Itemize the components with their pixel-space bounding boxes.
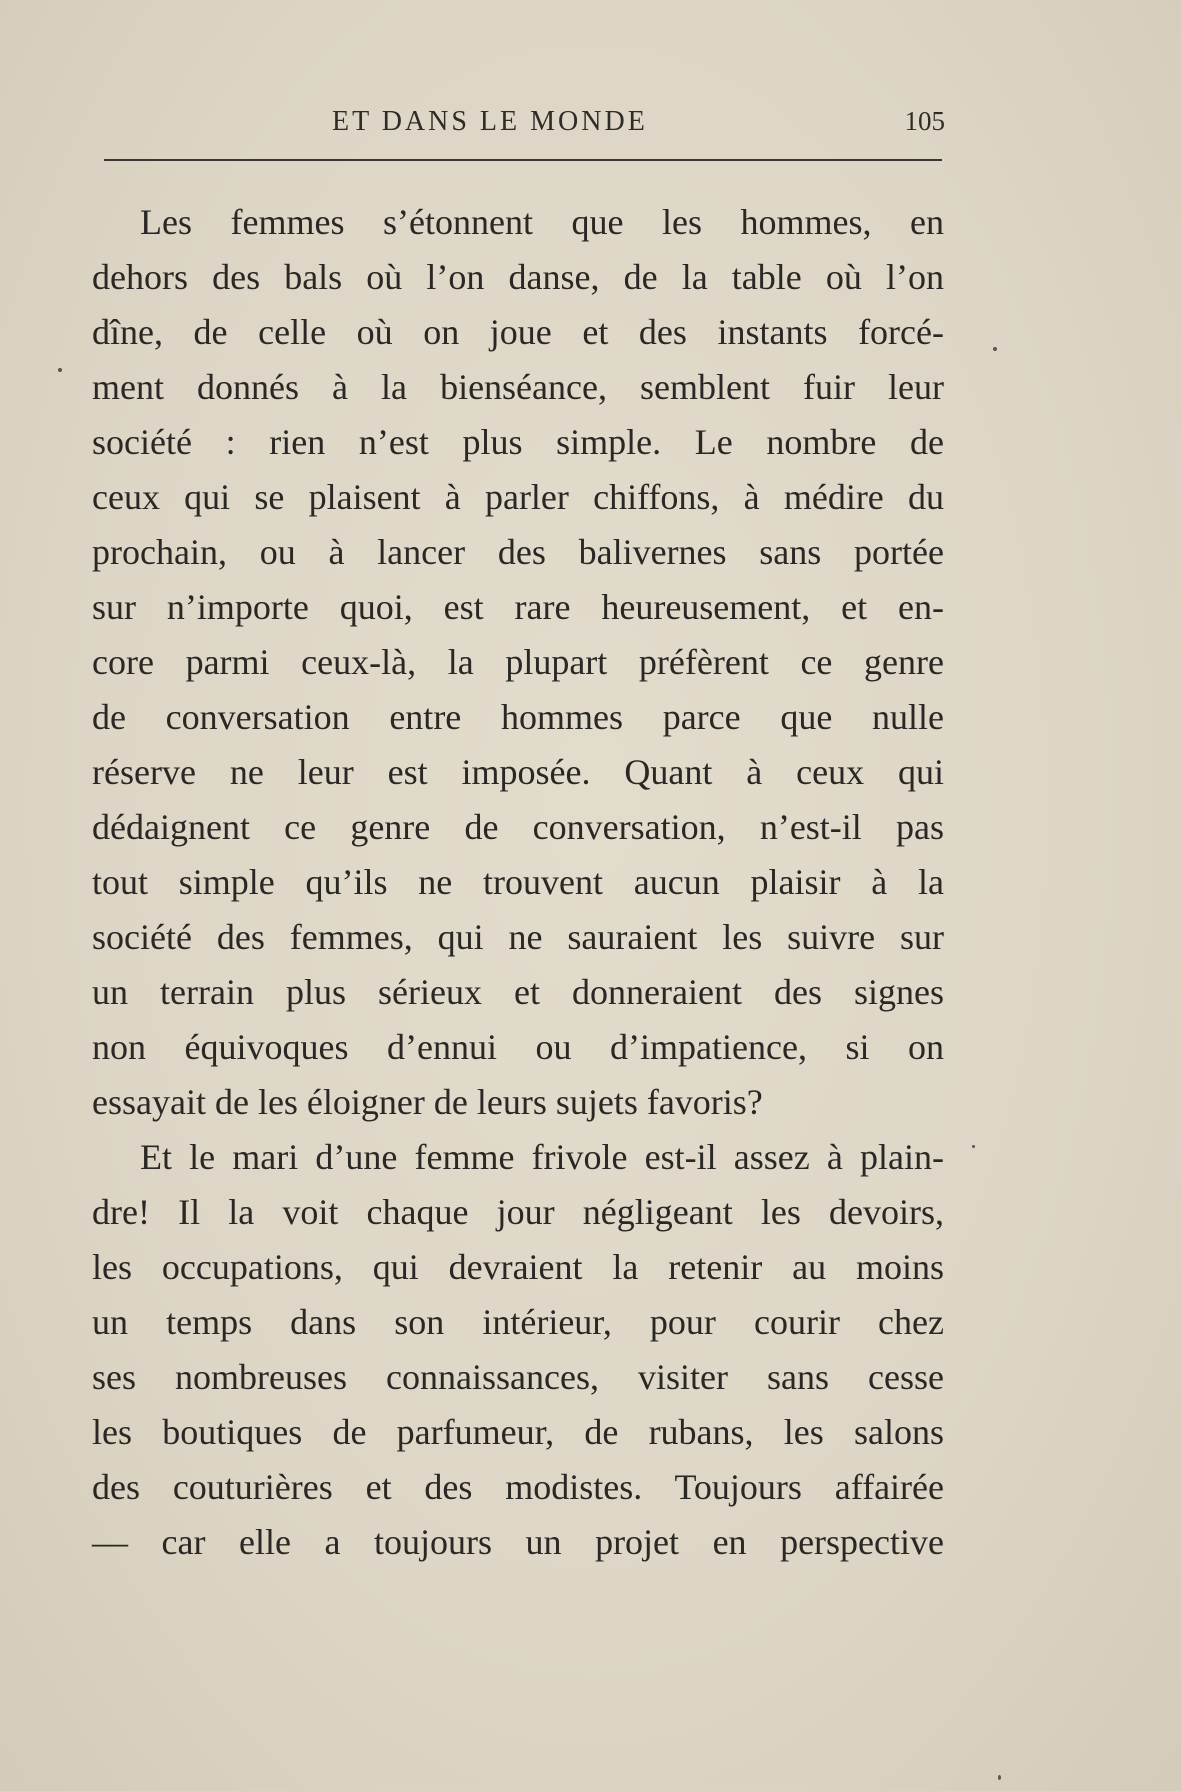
text-line: dehors des bals où l’on danse, de la table où l’on <box>92 257 944 297</box>
page-header <box>100 100 950 150</box>
text-line: société des femmes, qui ne sauraient les suivre sur <box>92 917 944 957</box>
text-line: réserve ne leur est imposée. Quant à ceux qui <box>92 752 944 792</box>
text-line: un terrain plus sérieux et donneraient des signes <box>92 972 944 1012</box>
paper-speck <box>998 1775 1001 1780</box>
text-line: essayait de les éloigner de leurs sujets favoris? <box>92 1082 763 1122</box>
text-line: les boutiques de parfumeur, de rubans, les salons <box>92 1412 944 1452</box>
body-text <box>92 195 944 1570</box>
page-number: 105 <box>904 106 945 136</box>
paper-speck <box>58 368 62 372</box>
text-line: Et le mari d’une femme frivole est-il assez à plain- <box>140 1137 944 1177</box>
paper-speck <box>972 1145 975 1148</box>
text-line: les occupations, qui devraient la retenir au moins <box>92 1247 944 1287</box>
text-line: un temps dans son intérieur, pour courir chez <box>92 1302 944 1342</box>
running-head: ET DANS LE MONDE <box>332 106 648 137</box>
text-line: ment donnés à la bienséance, semblent fuir leur <box>92 367 944 407</box>
text-line: core parmi ceux-là, la plupart préfèrent ce genre <box>92 642 944 682</box>
text-line: sur n’importe quoi, est rare heureusement, et en- <box>92 587 944 627</box>
text-line: de conversation entre hommes parce que nulle <box>92 697 944 737</box>
header-rule <box>104 159 942 161</box>
text-line: société : rien n’est plus simple. Le nombre de <box>92 422 944 462</box>
text-line: ceux qui se plaisent à parler chiffons, à médire du <box>92 477 944 517</box>
paper-speck <box>993 347 997 351</box>
text-line: dîne, de celle où on joue et des instants forcé- <box>92 312 944 352</box>
text-line: — car elle a toujours un projet en perspective <box>92 1522 944 1562</box>
text-line: dédaignent ce genre de conversation, n’est-il pas <box>92 807 944 847</box>
text-line: des couturières et des modistes. Toujours affairée <box>92 1467 944 1507</box>
text-line: non équivoques d’ennui ou d’impatience, si on <box>92 1027 944 1067</box>
text-line: Les femmes s’étonnent que les hommes, en <box>140 202 944 242</box>
text-line: tout simple qu’ils ne trouvent aucun plaisir à la <box>92 862 944 902</box>
text-line: ses nombreuses connaissances, visiter sans cesse <box>92 1357 944 1397</box>
text-line: prochain, ou à lancer des balivernes sans portée <box>92 532 944 572</box>
text-line: dre! Il la voit chaque jour négligeant les devoirs, <box>92 1192 944 1232</box>
